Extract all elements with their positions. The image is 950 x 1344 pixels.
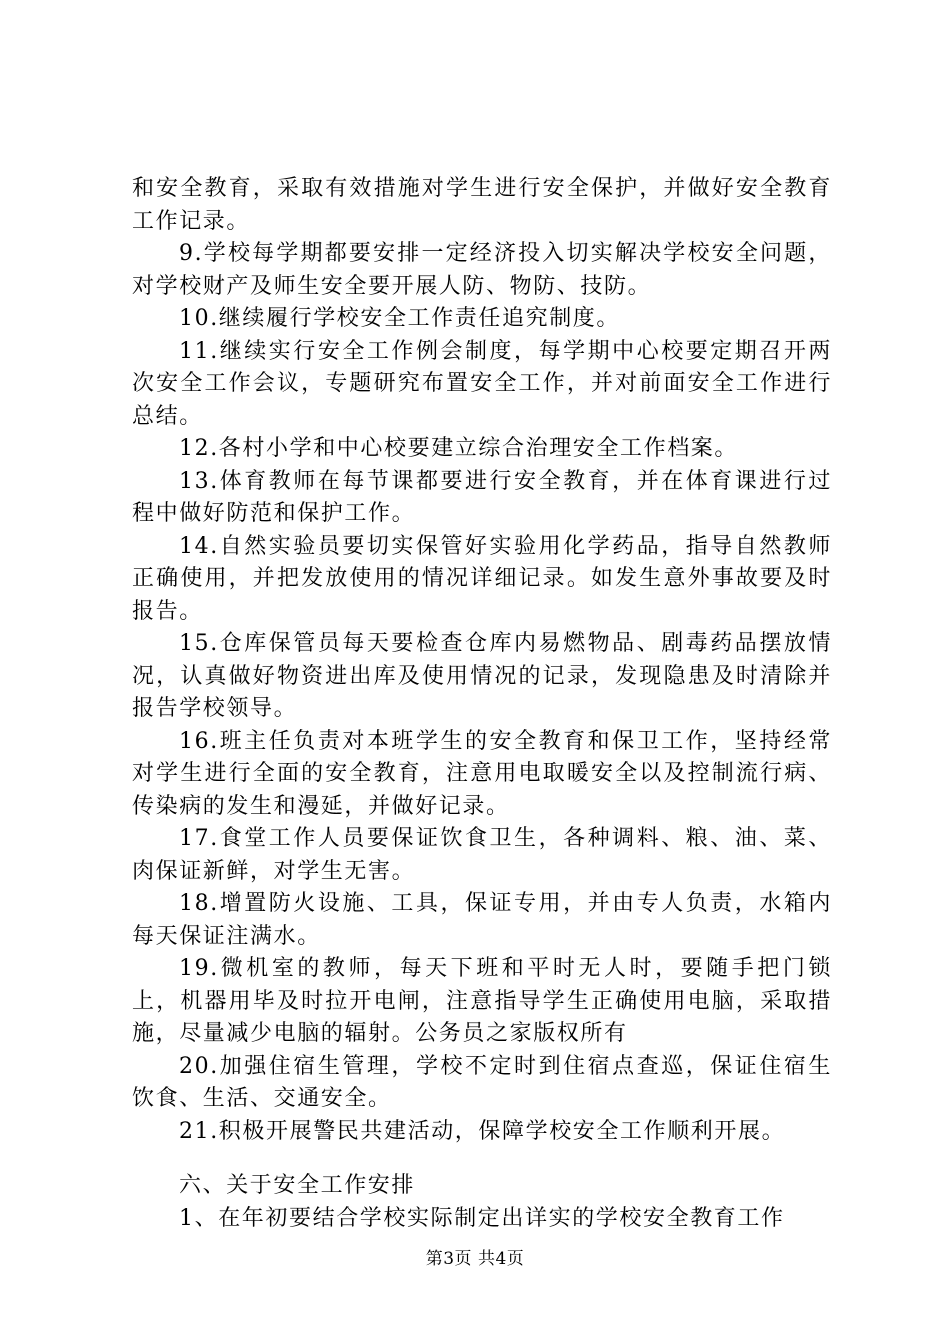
paragraph-continuation: 和安全教育，采取有效措施对学生进行安全保护，并做好安全教育工作记录。 [132, 176, 832, 234]
paragraph-item-18: 18.增置防火设施、工具，保证专用，并由专人负责，水箱内每天保证注满水。 [132, 891, 832, 949]
page-footer: 第3页 共4页 [425, 1249, 525, 1269]
paragraph-item-14: 14.自然实验员要切实保管好实验用化学药品，指导自然教师正确使用，并把发放使用的情况详细记录。如发生意外事故要及时报告。 [132, 533, 832, 624]
paragraph-item-16: 16.班主任负责对本班学生的安全教育和保卫工作，坚持经常对学生进行全面的安全教育，注意用电取暖安全以及控制流行病、传染病的发生和漫延，并做好记录。 [132, 728, 832, 819]
document-body [132, 173, 832, 1235]
paragraph-item-13: 13.体育教师在每节课都要进行安全教育，并在体育课进行过程中做好防范和保护工作。 [132, 468, 832, 526]
paragraph-item-17: 17.食堂工作人员要保证饮食卫生，各种调料、粮、油、菜、肉保证新鲜，对学生无害。 [132, 826, 832, 884]
section-heading: 六、关于安全工作安排 [179, 1173, 416, 1198]
paragraph-item-15: 15.仓库保管员每天要检查仓库内易燃物品、剧毒药品摆放情况，认真做好物资进出库及使用情况的记录，发现隐患及时清除并报告学校领导。 [132, 631, 832, 721]
paragraph-section-item-1: 1、在年初要结合学校实际制定出详实的学校安全教育工作 [179, 1205, 785, 1231]
paragraph-item-9: 9.学校每学期都要安排一定经济投入切实解决学校安全问题，对学校财产及师生安全要开展人防、物防、技防。 [132, 241, 832, 299]
paragraph-item-20: 20.加强住宿生管理，学校不定时到住宿点查巡，保证住宿生饮食、生活、交通安全。 [132, 1053, 832, 1111]
paragraph-item-19: 19.微机室的教师，每天下班和平时无人时，要随手把门锁上，机器用毕及时拉开电闸，注意指导学生正确使用电脑，采取措施，尽量减少电脑的辐射。公务员之家版权所有 [132, 956, 832, 1046]
paragraph-item-10: 10.继续履行学校安全工作责任追究制度。 [179, 306, 620, 331]
paragraph-item-12: 12.各村小学和中心校要建立综合治理安全工作档案。 [179, 436, 738, 461]
paragraph-item-21: 21.积极开展警民共建活动，保障学校安全工作顺利开展。 [179, 1118, 786, 1144]
paragraph-item-11: 11.继续实行安全工作例会制度，每学期中心校要定期召开两次安全工作会议，专题研究布置安全工作，并对前面安全工作进行总结。 [132, 338, 832, 429]
